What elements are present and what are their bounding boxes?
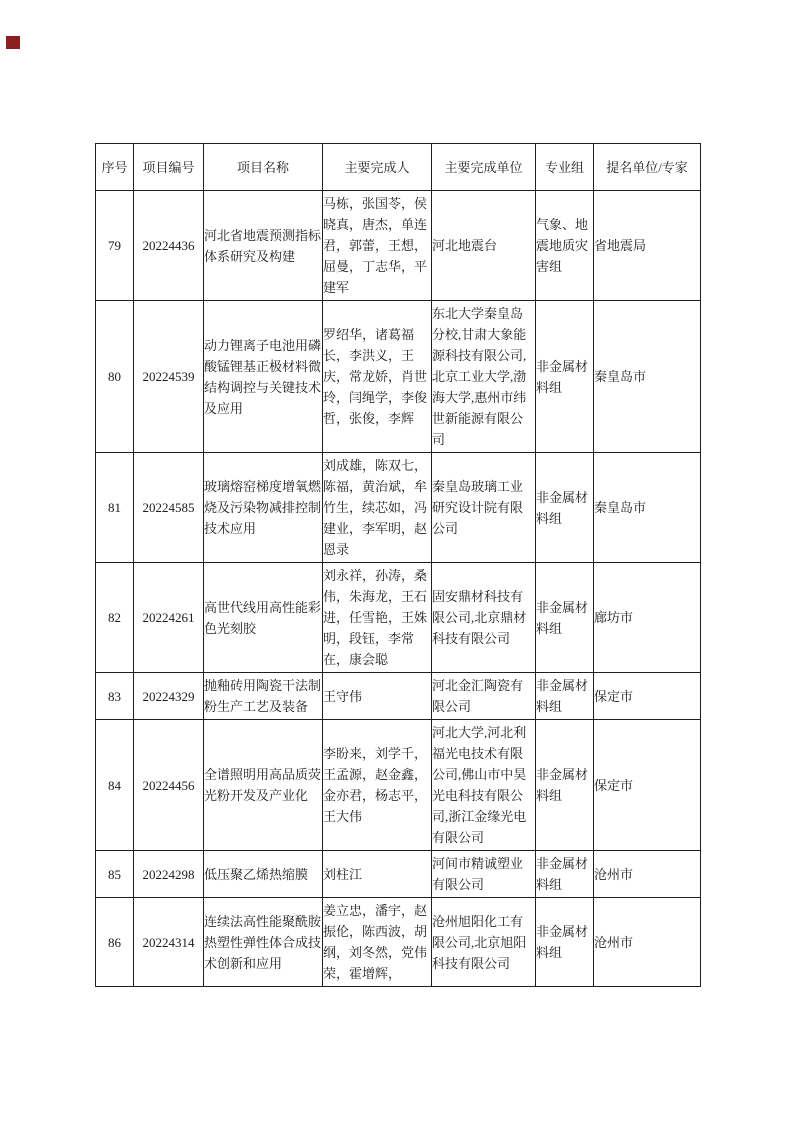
cell-project-code: 20224298 [134,851,204,898]
table-row [96,851,701,898]
cell-project-name: 低压聚乙烯热缩膜 [204,851,323,898]
header-project-code: 项目编号 [134,144,204,191]
cell-no: 84 [96,720,134,851]
cell-nominator: 秦皇岛市 [594,453,701,563]
header-units: 主要完成单位 [432,144,536,191]
cell-group: 非金属材料组 [536,301,594,453]
cell-project-code: 20224261 [134,563,204,673]
header-no: 序号 [96,144,134,191]
cell-project-code: 20224329 [134,673,204,720]
header-people: 主要完成人 [323,144,432,191]
cell-no: 85 [96,851,134,898]
cell-project-name: 玻璃熔窑梯度增氧燃烧及污染物减排控制技术应用 [204,453,323,563]
cell-people: 刘永祥，孙涛，桑伟，朱海龙，王石进，任雪艳，王姝明，段钰，李常在，康会聪 [323,563,432,673]
header-project-name: 项目名称 [204,144,323,191]
cell-project-name: 抛釉砖用陶瓷干法制粉生产工艺及装备 [204,673,323,720]
cell-units: 河间市精诚塑业有限公司 [432,851,536,898]
cell-group: 非金属材料组 [536,720,594,851]
cell-people: 李盼来，刘学千，王孟源，赵金鑫，金亦君，杨志平，王大伟 [323,720,432,851]
cell-people: 刘柱江 [323,851,432,898]
cell-nominator: 沧州市 [594,851,701,898]
cell-group: 非金属材料组 [536,453,594,563]
table-row [96,673,701,720]
cell-nominator: 保定市 [594,720,701,851]
table-row [96,898,701,987]
cell-group: 气象、地震地质灾害组 [536,191,594,301]
cell-nominator: 廊坊市 [594,563,701,673]
table-row [96,453,701,563]
cell-no: 81 [96,453,134,563]
document-anchor-marker [6,36,20,49]
cell-project-name: 动力锂离子电池用磷酸锰锂基正极材料微结构调控与关键技术及应用 [204,301,323,453]
projects-table-body [96,191,701,987]
cell-people: 刘成雄，陈双七，陈福，黄治斌，牟竹生，续芯如，冯建业，李军明，赵恩录 [323,453,432,563]
cell-units: 沧州旭阳化工有限公司,北京旭阳科技有限公司 [432,898,536,987]
cell-people: 王守伟 [323,673,432,720]
cell-units: 河北地震台 [432,191,536,301]
cell-nominator: 省地震局 [594,191,701,301]
header-group: 专业组 [536,144,594,191]
table-row [96,563,701,673]
cell-project-code: 20224314 [134,898,204,987]
cell-no: 82 [96,563,134,673]
cell-units: 秦皇岛玻璃工业研究设计院有限公司 [432,453,536,563]
cell-units: 东北大学秦皇岛分校,甘肃大象能源科技有限公司,北京工业大学,渤海大学,惠州市纬世新能源有限公司 [432,301,536,453]
cell-units: 河北金汇陶瓷有限公司 [432,673,536,720]
cell-people: 姜立忠，潘宇，赵振伦，陈西波，胡纲，刘冬然，党伟荣，霍增辉， [323,898,432,987]
cell-nominator: 保定市 [594,673,701,720]
cell-people: 马栋，张国苓，侯晓真，唐杰，单连君，郭蕾，王想，屈曼，丁志华，平建军 [323,191,432,301]
projects-table [95,143,701,987]
cell-project-code: 20224585 [134,453,204,563]
cell-project-name: 高世代线用高性能彩色光刻胶 [204,563,323,673]
cell-units: 河北大学,河北利福光电技术有限公司,佛山市中昊光电科技有限公司,浙江金缘光电有限公司 [432,720,536,851]
table-row [96,301,701,453]
cell-no: 83 [96,673,134,720]
cell-project-name: 连续法高性能聚酰胺热塑性弹性体合成技术创新和应用 [204,898,323,987]
cell-group: 非金属材料组 [536,673,594,720]
cell-no: 80 [96,301,134,453]
cell-no: 79 [96,191,134,301]
cell-people: 罗绍华，诸葛福长，李洪义，王庆，常龙娇，肖世玲，闫绳学，李俊哲，张俊，李辉 [323,301,432,453]
cell-group: 非金属材料组 [536,898,594,987]
cell-project-code: 20224436 [134,191,204,301]
cell-no: 86 [96,898,134,987]
cell-project-name: 全谱照明用高品质荧光粉开发及产业化 [204,720,323,851]
cell-nominator: 秦皇岛市 [594,301,701,453]
table-row [96,720,701,851]
cell-project-code: 20224539 [134,301,204,453]
cell-group: 非金属材料组 [536,851,594,898]
cell-project-code: 20224456 [134,720,204,851]
cell-project-name: 河北省地震预测指标体系研究及构建 [204,191,323,301]
header-nominator: 提名单位/专家 [594,144,701,191]
table-header-row [96,144,701,191]
table-row [96,191,701,301]
cell-nominator: 沧州市 [594,898,701,987]
cell-units: 固安鼎材科技有限公司,北京鼎材科技有限公司 [432,563,536,673]
cell-group: 非金属材料组 [536,563,594,673]
